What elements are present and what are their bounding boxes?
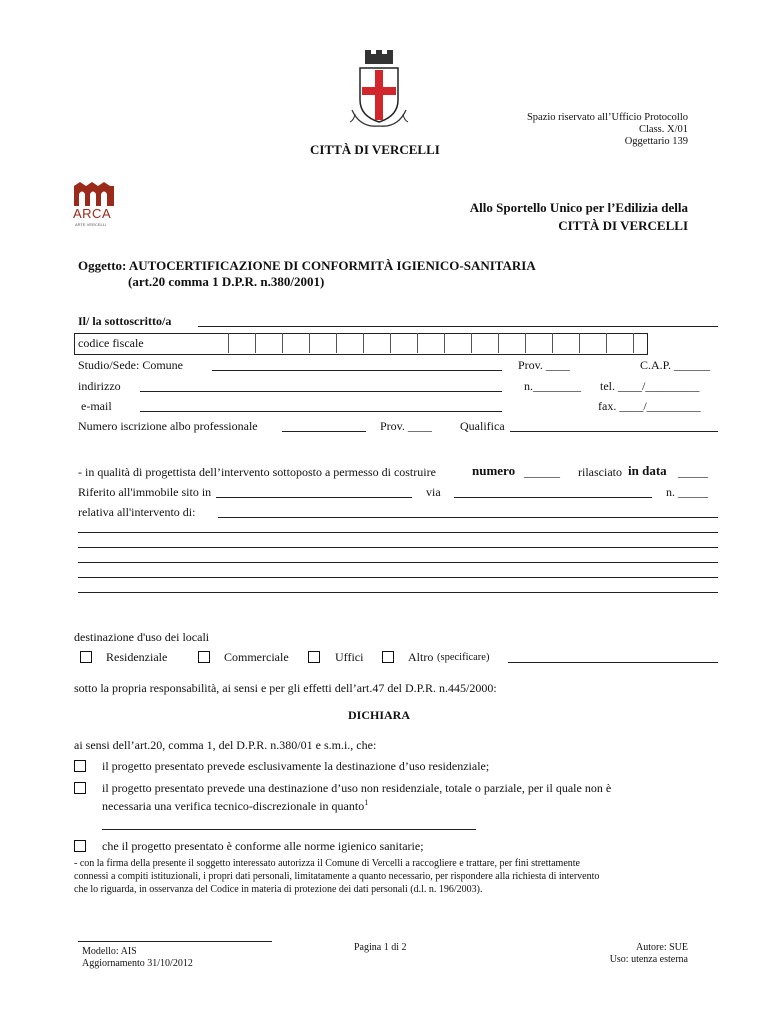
in-data-label: in data: [628, 463, 667, 478]
description-line[interactable]: [78, 577, 718, 578]
dichiara-intro: ai sensi dell’art.20, comma 1, del D.P.R. n.380/01 e s.m.i., che:: [74, 738, 377, 752]
specificare-label: (specificare): [437, 652, 490, 663]
altro-checkbox[interactable]: [382, 651, 394, 663]
rilasciato-label: rilasciato: [578, 465, 622, 479]
motivazione-field[interactable]: [102, 829, 476, 830]
arca-logo: [72, 180, 116, 228]
protocol-line-2: Class. X/01: [638, 124, 688, 135]
codice-fiscale-cells[interactable]: [202, 333, 646, 353]
commerciale-label: Commerciale: [224, 650, 289, 664]
albo-label: Numero iscrizione albo professionale: [78, 419, 258, 433]
responsabilita-text: sotto la propria responsabilità, ai sensi e per gli effetti dell’art.47 del D.P.R. n.445/2000:: [74, 681, 497, 695]
arca-arches-icon: [72, 180, 116, 206]
destinazione-label: destinazione d'uso dei locali: [74, 630, 210, 644]
dichiara-title: DICHIARA: [348, 708, 411, 722]
uffici-label: Uffici: [335, 650, 364, 664]
option-residenziale-text: il progetto presentato prevede esclusivamente la destinazione d’uso residenziale;: [102, 759, 490, 773]
email-label: e-mail: [81, 399, 112, 413]
qualifica-field[interactable]: [510, 431, 718, 432]
indirizzo-label: indirizzo: [78, 379, 121, 393]
numero-label: numero: [472, 463, 516, 478]
description-line[interactable]: [78, 547, 718, 548]
relativa-label: relativa all'intervento di:: [78, 505, 196, 519]
option-conforme-text: che il progetto presentato è conforme alle norme igienico sanitarie;: [102, 839, 424, 853]
city-coat-of-arms: [346, 50, 412, 132]
in-data-field[interactable]: _____: [678, 465, 708, 479]
studio-label: Studio/Sede: Comune: [78, 358, 183, 372]
immobile-n-label[interactable]: n. _____: [666, 485, 708, 499]
protocol-line-3: Oggettario 139: [624, 136, 688, 147]
footer-autore: Autore: SUE: [636, 942, 688, 953]
recipient-line-1: Allo Sportello Unico per l’Edilizia della: [469, 200, 688, 215]
recipient-line-2: CITTÀ DI VERCELLI: [558, 218, 688, 233]
description-line[interactable]: [78, 532, 718, 533]
privacy-line-1: - con la firma della presente il soggetto interessato autorizza il Comune di Vercelli a raccogliere e trattare, per fini strettamente: [74, 858, 580, 869]
cap-label[interactable]: C.A.P. ______: [640, 358, 711, 372]
city-title: CITTÀ DI VERCELLI: [310, 142, 440, 157]
privacy-line-3: che lo riguarda, in osservanza del Codice in materia di protezione dei dati personali (d.l. n. 196/2003).: [74, 884, 483, 895]
residenziale-checkbox[interactable]: [80, 651, 92, 663]
civico-label[interactable]: n.________: [524, 379, 581, 393]
altro-label: Altro: [408, 650, 434, 664]
altro-field[interactable]: [508, 662, 718, 663]
codice-fiscale-label: codice fiscale: [78, 336, 144, 350]
email-field[interactable]: [140, 411, 502, 412]
indirizzo-field[interactable]: [140, 391, 502, 392]
sottoscritto-field[interactable]: [198, 326, 718, 327]
residenziale-label: Residenziale: [106, 650, 168, 664]
option-conforme-checkbox[interactable]: [74, 840, 86, 852]
arca-logo-text: ARCA: [73, 206, 112, 221]
footnote-marker: 1: [364, 798, 369, 807]
option-non-residenziale-text-2-body: necessaria una verifica tecnico-discrezionale in quanto: [102, 799, 365, 813]
fax-label[interactable]: fax. ____/_________: [598, 399, 701, 413]
arca-logo-sub: ARTE VERCELLI: [75, 222, 107, 227]
uffici-checkbox[interactable]: [308, 651, 320, 663]
prov-label[interactable]: Prov. ____: [518, 358, 570, 372]
option-non-residenziale-checkbox[interactable]: [74, 782, 86, 794]
option-non-residenziale-text-2: [102, 798, 368, 814]
footer-page-number: Pagina 1 di 2: [354, 942, 407, 953]
commerciale-checkbox[interactable]: [198, 651, 210, 663]
riferito-label: Riferito all'immobile sito in: [78, 485, 212, 499]
via-field[interactable]: [454, 497, 652, 498]
description-line[interactable]: [78, 562, 718, 563]
footer-modello: Modello: AIS: [82, 946, 137, 957]
subject-line-2: (art.20 comma 1 D.P.R. n.380/2001): [128, 274, 325, 289]
option-residenziale-checkbox[interactable]: [74, 760, 86, 772]
description-line[interactable]: [78, 592, 718, 593]
subject-line-1: Oggetto: AUTOCERTIFICAZIONE DI CONFORMITÀ IGIENICO-SANITARIA: [78, 258, 536, 273]
numero-field[interactable]: ______: [524, 465, 560, 479]
footer-uso: Uso: utenza esterna: [609, 954, 688, 965]
via-label: via: [426, 485, 441, 499]
qualifica-label: Qualifica: [460, 419, 505, 433]
relativa-field[interactable]: [218, 517, 718, 518]
footer-aggiornamento: Aggiornamento 31/10/2012: [82, 958, 193, 969]
footer-rule: [78, 941, 272, 942]
tel-label[interactable]: tel. ____/_________: [600, 379, 700, 393]
privacy-line-2: connessi a compiti istituzionali, i propri dati personali, limitatamente a quanto necessario, per rispondere alla richiesta di intervento: [74, 871, 600, 882]
qualita-text: - in qualità di progettista dell’intervento sottoposto a permesso di costruire: [78, 465, 436, 479]
sottoscritto-label: Il/ la sottoscritto/a: [78, 314, 172, 328]
protocol-line-1: Spazio riservato all’Ufficio Protocollo: [526, 112, 688, 123]
comune-field[interactable]: [212, 370, 502, 371]
albo-prov-label[interactable]: Prov. ____: [380, 419, 432, 433]
immobile-field[interactable]: [216, 497, 412, 498]
albo-field[interactable]: [282, 431, 366, 432]
option-non-residenziale-text-1: il progetto presentato prevede una destinazione d’uso non residenziale, totale o parziale, per il quale non è: [102, 781, 612, 795]
